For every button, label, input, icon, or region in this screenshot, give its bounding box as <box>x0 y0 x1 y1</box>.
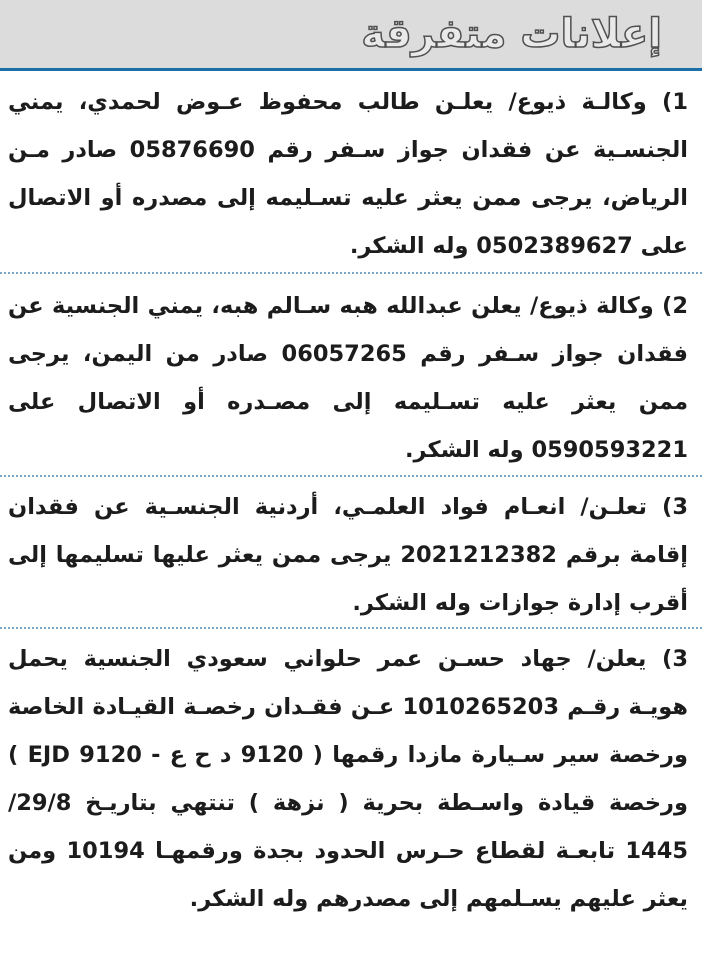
ad-number: 3) <box>662 646 688 672</box>
ad-text: وكالـة ذيوع/ يعلـن طالب محفوظ عـوض لحمدي، يمني الجنسـية عن فقدان جواز سـفر رقم 05876690 صادر مـن الرياض، يرجى ممن يعثر عليه تسـليمه إلى مصدره أو الاتصال على 0502389627 وله الشكر. <box>8 89 688 259</box>
ad-number: 3) <box>662 494 688 520</box>
section-title: إعلانات متفرقة <box>361 11 662 57</box>
ad-divider <box>0 627 702 629</box>
ad-number: 2) <box>662 293 688 319</box>
ad-divider <box>0 272 702 274</box>
ad-text: تعلـن/ انعـام فواد العلمـي، أردنية الجنسـية عن فقدان إقامة برقم 2021212382 يرجى ممن يعثر عليها تسليمها إلى أقرب إدارة جوازات وله الشكر. <box>8 494 688 616</box>
ad-number: 1) <box>662 89 688 115</box>
classified-ad-2 <box>8 282 688 474</box>
ad-text: وكالة ذيوع/ يعلن عبدالله هبه سـالم هبه، يمني الجنسية عن فقدان جواز سـفر رقم 06057265 صادر من اليمن، يرجى ممن يعثر عليه تسـليمه إلى مصـدره أو الاتصال على 0590593221 وله الشكر. <box>8 293 688 463</box>
classified-ad-3 <box>8 483 688 627</box>
section-header <box>0 0 702 71</box>
ad-text: يعلن/ جهاد حسـن عمر حلواني سعودي الجنسية يحمل هويـة رقـم 1010265203 عـن فقـدان رخصـة القيـادة الخاصة ورخصة سير سـيارة مازدا رقمها ( 9120 د ح ع - 9120 EJD ) ورخصة قيادة واسـطة بحرية ( نزهة ) تنتهي بتاريـخ 29/8/ 1445 تابعـة لقطاع حـرس الحدود بجدة ورقمهـا 10194 ومن يعثر عليهم يسـلمهم إلى مصدرهم وله الشكر. <box>8 646 689 912</box>
classified-ad-4 <box>8 635 688 923</box>
classified-ad-1 <box>8 78 688 270</box>
ad-divider <box>0 475 702 477</box>
